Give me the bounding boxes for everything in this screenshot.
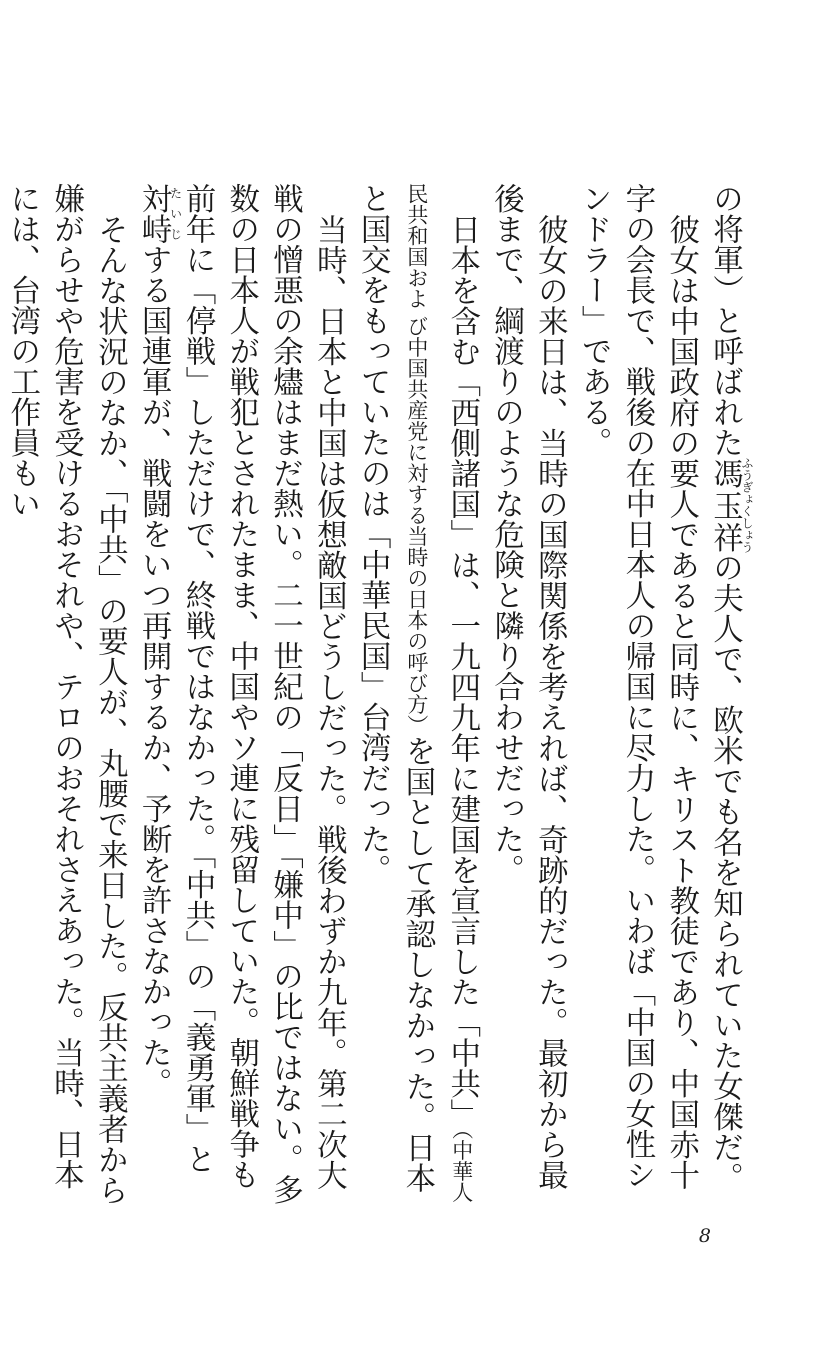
paragraph-1-text-a: の将軍）と呼ばれた: [707, 183, 743, 458]
paragraph-1: [703, 183, 753, 1213]
paragraph-5-text-a: 当時、日本と中国は仮想敵国どうしだった。戦後わずか九年。第二次大戦の憎悪の余燼はまだ熱い。二一世紀の「反日」「嫌中」の比ではない。多数の日本人が戦犯とされたまま、中国やソ連に残留していた。朝鮮戦争も前年に「停戦」しただけで、終戦ではなかった。「中共」の「義勇軍」と: [179, 183, 347, 1205]
ruby-reading-taiji: たいじ: [168, 183, 183, 244]
paragraph-6: そんな状況のなか、「中共」の要人が、丸腰で来日した。反共主義者から嫌がらせや危害を受けるおそれや、テロのおそれさえあった。当時、日本には、台湾の工作員もい: [4, 183, 128, 1205]
paragraph-4-text-a: 日本を含む「西側諸国」は、一九四九年に建国を宣言した「中共」: [444, 213, 480, 1129]
ruby-reading-feng-yuxiang: ふうぎょくしょう: [740, 456, 754, 553]
paragraph-4: [350, 183, 483, 1213]
paragraph-2: 彼女は中国政府の要人であると同時に、キリスト教徒であり、中国赤十字の会長で、戦後の在中日本人の帰国に尽力した。いわば「中国の女性シンドラー」である。: [576, 183, 699, 1190]
paragraph-4-text-b: を国として承認しなかった。日本と国交をもっていたのは「中華民国」台湾だった。: [355, 183, 435, 1194]
vertical-text-body: [4, 183, 754, 1213]
ruby-feng-yuxiang: [707, 456, 754, 553]
paragraph-5: [131, 183, 350, 1213]
paragraph-3: 彼女の来日は、当時の国際関係を考えれば、奇跡的だった。最初から最後まで、綱渡りのような危険と隣り合わせだった。: [488, 183, 568, 1190]
page-number: 8: [698, 1225, 711, 1247]
ruby-base-feng-yuxiang: 馮玉祥: [707, 456, 743, 553]
paragraph-1-text-b: の夫人で、欧米でも名を知られていた女傑だ。: [707, 552, 743, 1193]
paragraph-5-text-b: する国連軍が、戦闘をいつ再開するか、予断を許さなかった。: [136, 244, 172, 1098]
ruby-taiji: [136, 183, 183, 244]
paragraph-4-annotation: （中華人民共和国およ び中国共産党に対する当時の日本の呼び方）: [404, 183, 474, 1202]
ruby-base-taiji: 対峙: [136, 183, 172, 244]
